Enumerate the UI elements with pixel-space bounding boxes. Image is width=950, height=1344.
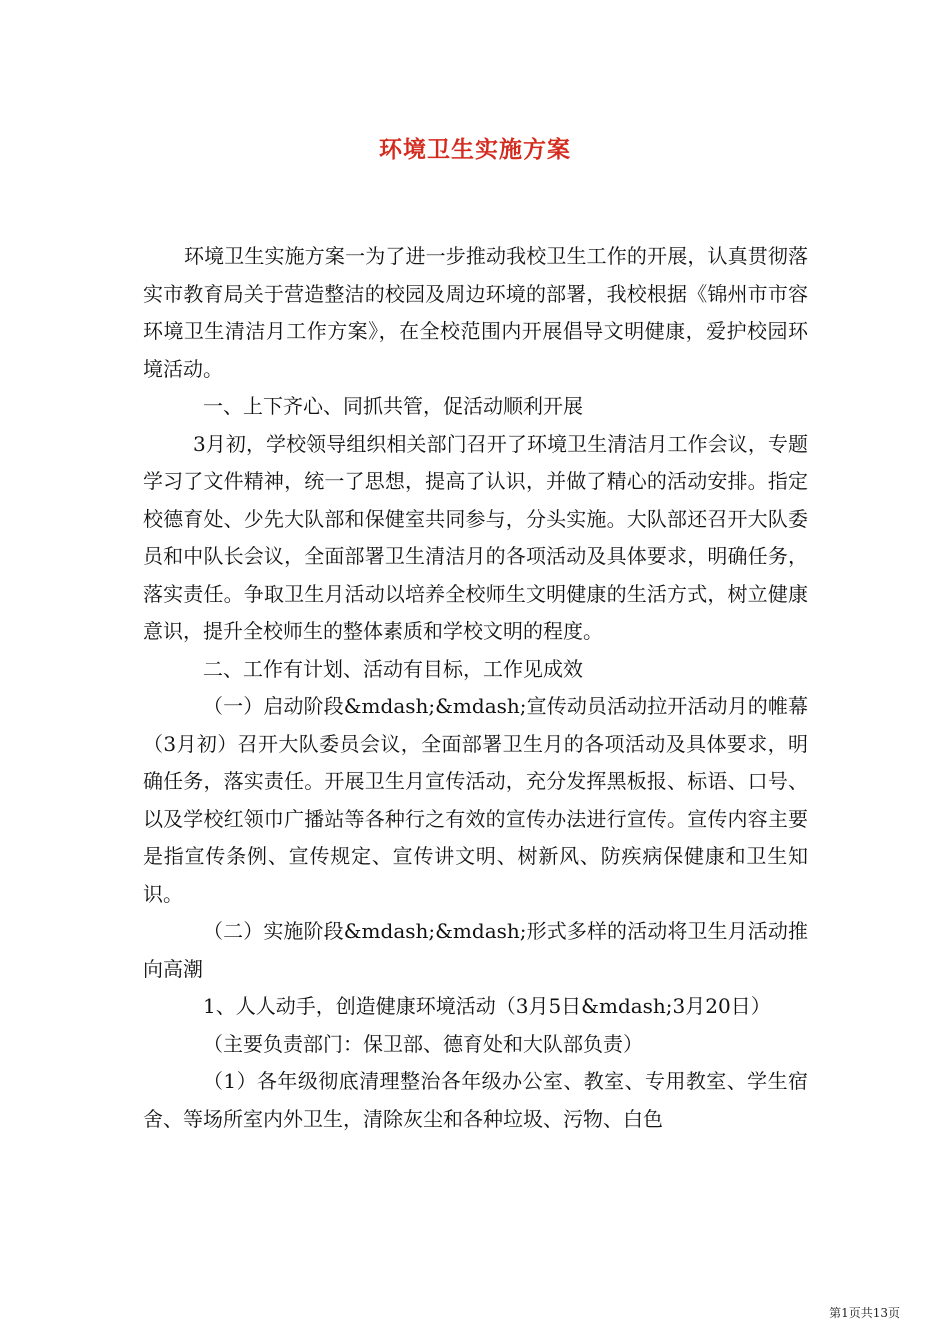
body-paragraph: （主要负责部门：保卫部、德育处和大队部负责） [203,1031,643,1056]
document-title: 环境卫生实施方案 [379,136,571,163]
body-paragraph: 1、人人动手，创造健康环境活动（3月5日&mdash;3月20日） [203,994,771,1018]
document-body [143,238,808,1138]
body-paragraph: （1）各年级彻底清理整治各年级办公室、教室、专用教室、学生宿舍、等场所室内外卫生，清除灰尘和各种垃圾、污物、白色 [143,1069,808,1131]
page-number: 第1页共13页 [829,1306,900,1320]
section-heading-1: 一、上下齐心、同抓共管，促活动顺利开展 [203,394,583,418]
intro-paragraph: 环境卫生实施方案一为了进一步推动我校卫生工作的开展，认真贯彻落实市教育局关于营造整洁的校园及周边环境的部署，我校根据《锦州市市容环境卫生清洁月工作方案》，在全校范围内开展倡导文明健康，爱护校园环境活动。 [143,244,808,381]
section-heading-2: 二、工作有计划、活动有目标，工作见成效 [203,656,583,681]
body-paragraph: 3月初，学校领导组织相关部门召开了环境卫生清洁月工作会议，专题学习了文件精神，统一了思想，提高了认识，并做了精心的活动安排。指定校德育处、少先大队部和保健室共同参与，分头实施。大队部还召开大队委员和中队长会议，全面部署卫生清洁月的各项活动及具体要求，明确任务，落实责任。争取卫生月活动以培养全校师生文明健康的生活方式，树立健康意识，提升全校师生的整体素质和学校文明的程度。 [143,431,808,643]
body-paragraph: （一）启动阶段&mdash;&mdash;宣传动员活动拉开活动月的帷幕（3月初）召开大队委员会议，全面部署卫生月的各项活动及具体要求，明确任务，落实责任。开展卫生月宣传活动，充分发挥黑板报、标语、口号、以及学校红领巾广播站等各种行之有效的宣传办法进行宣传。宣传内容主要是指宣传条例、宣传规定、宣传讲文明、树新风、防疾病保健康和卫生知识。 [143,694,808,906]
body-paragraph: （二）实施阶段&mdash;&mdash;形式多样的活动将卫生月活动推向高潮 [143,919,808,981]
